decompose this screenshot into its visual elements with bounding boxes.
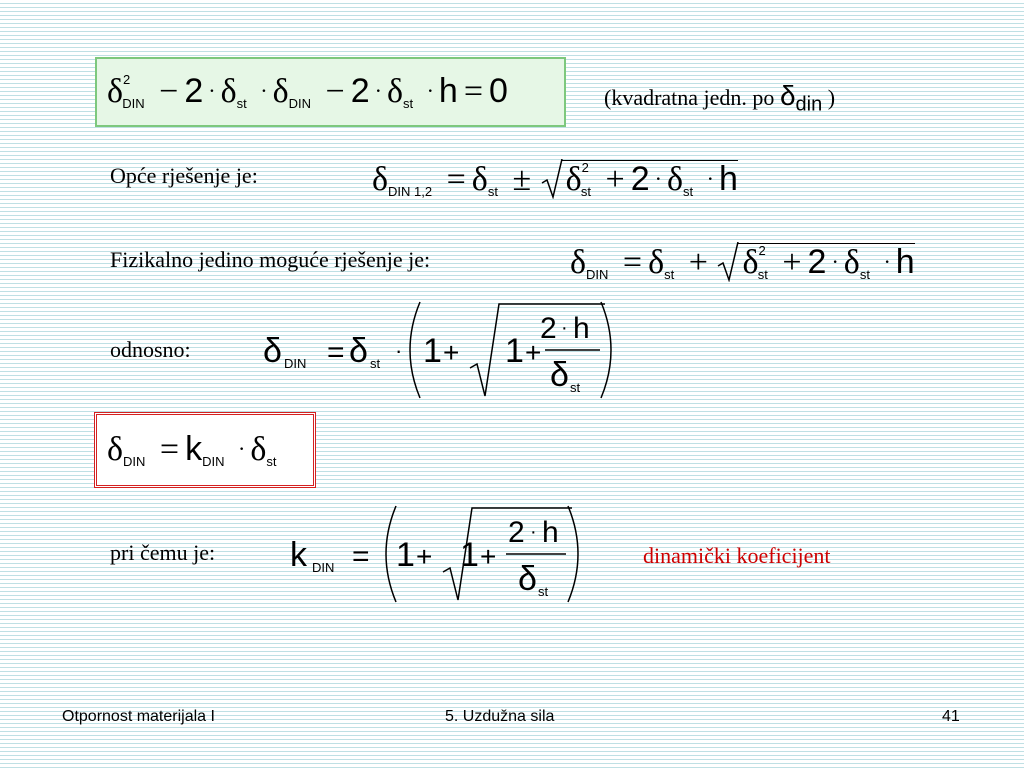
svg-text:st: st	[370, 356, 381, 371]
result-equation: $\delta_{DIN} = k_{DIN} \cdot \delta_{st}$	[107, 430, 277, 469]
svg-text:δ: δ	[550, 356, 569, 394]
svg-text:h: h	[573, 312, 590, 345]
footer-page-number: 41	[942, 708, 960, 725]
label-or: odnosno:	[110, 337, 191, 362]
svg-text:1: 1	[423, 332, 442, 370]
svg-text:DIN: DIN	[284, 356, 307, 371]
svg-text:=: =	[327, 336, 345, 369]
svg-text:+: +	[443, 337, 460, 368]
svg-text:h: h	[542, 516, 559, 549]
dynamic-coefficient-equation	[288, 502, 588, 606]
sqrt-symbol: $\delta^2_{st} + 2 \cdot \delta_{st} \cdot h$	[562, 160, 738, 198]
svg-text:2: 2	[508, 516, 525, 549]
svg-text:=: =	[352, 540, 370, 573]
svg-text:+: +	[525, 337, 542, 368]
svg-text:·: ·	[395, 338, 403, 363]
svg-text:+: +	[480, 541, 497, 572]
general-solution-equation: $\delta_{DIN 1,2} = \delta_{st}$ ± $\delta^2_{st} + 2 \cdot \delta_{st} \cdot h$	[372, 160, 738, 199]
quadratic-note: (kvadratna jedn. po $\delta_{din}$ )	[604, 80, 836, 116]
svg-text:st: st	[538, 584, 549, 599]
svg-text:·: ·	[530, 521, 537, 543]
physical-solution-equation: $\delta_{DIN} = \delta_{st}$ + $\delta^2_{st} + 2 \cdot \delta_{st} \cdot h$	[570, 243, 915, 282]
odnosno-equation	[255, 298, 625, 402]
label-general-solution: Opće rješenje je:	[110, 163, 258, 188]
svg-text:δ: δ	[349, 332, 368, 370]
svg-text:·: ·	[561, 317, 568, 339]
svg-text:st: st	[570, 380, 581, 395]
radical-sign-icon	[716, 242, 740, 282]
label-physical-solution: Fizikalno jedino moguće rješenje je:	[110, 247, 431, 272]
quadratic-equation: $\delta^2_{DIN} - 2 \cdot \delta_{st} \cdot \delta_{DIN} - 2 \cdot \delta_{st} \cdot h = 0$	[107, 72, 508, 111]
svg-text:1: 1	[460, 536, 479, 574]
svg-text:2: 2	[540, 312, 557, 345]
dynamic-coefficient-label: dinamički koeficijent	[643, 543, 831, 568]
svg-text:δ: δ	[518, 560, 537, 598]
radical-sign-icon	[540, 159, 564, 199]
svg-text:k: k	[290, 536, 307, 574]
svg-text:δ: δ	[263, 332, 282, 370]
svg-text:+: +	[416, 541, 433, 572]
label-where: pri čemu je:	[110, 540, 216, 565]
svg-text:1: 1	[505, 332, 524, 370]
svg-text:DIN: DIN	[312, 560, 335, 575]
svg-text:1: 1	[396, 536, 415, 574]
footer-course: Otpornost materijala I	[62, 708, 215, 725]
footer-chapter: 5. Uzdužna sila	[445, 708, 555, 725]
